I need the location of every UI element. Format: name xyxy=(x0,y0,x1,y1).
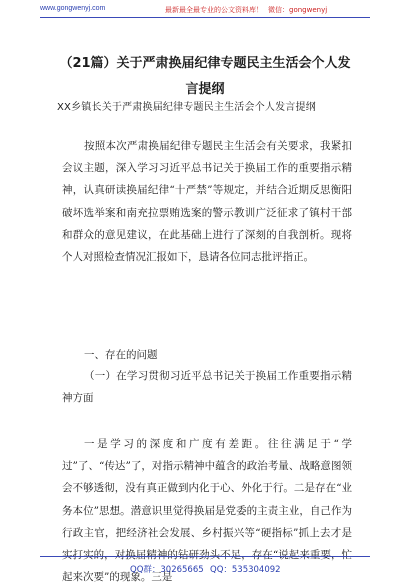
footer-qq: QQ：535304092 xyxy=(210,565,281,575)
subsection-heading: （一）在学习贯彻习近平总书记关于换届工作重要指示精神方面 xyxy=(62,370,352,405)
header-url[interactable]: www.gongwenyj.com xyxy=(40,5,106,12)
body-paragraph: 一是学习的深度和广度有差距。往往满足于“学过”了、“传达”了，对指示精神中蕴含的政治考量、战略意图领会不够透彻，没有真正做到内化于心、外化于行。二是存在“业务本位”思想。潜意识里觉得换届是党委的主责主业，自己作为行政主官，把经济社会发展、乡村振兴等“硬指标”抓上去才是 起来次要”的现象。三是 xyxy=(62,438,352,584)
section-heading: 一、存在的问题 xyxy=(84,349,158,361)
document-title-line1: （21篇）关于严肃换届纪律专题民主生活会个人发 xyxy=(59,56,351,71)
intro-paragraph: 按照本次严肃换届纪律专题民主生活会有关要求，我紧扣会议主题，深入学习习近平总书记关于换届工作的重要指示精神，认真研读换届纪律“十严禁”等规定，并结合近期反思衡阳破坏选举案和南充拉票贿选案的警示教训广泛征求了镇村干部和群众的意见建议，在此基础上进行了深刻的自我剖析。现将个人对照检查情况汇报如下，恳请各位同志批评指正。 xyxy=(62,140,352,264)
page-header xyxy=(0,0,408,24)
header-wechat: 微信：gongwenyj xyxy=(268,6,328,14)
document-title-line2: 言提纲 xyxy=(185,82,225,97)
footer-divider xyxy=(40,556,370,557)
header-divider xyxy=(40,17,370,18)
document-subtitle: XX乡镇长关于严肃换届纪律专题民主生活会个人发言提纲 xyxy=(57,102,316,113)
page-footer xyxy=(0,556,408,580)
footer-qq-group: QQ群：30265665 xyxy=(130,565,204,575)
header-tagline: 最新最全最专业的公文资料库！ xyxy=(165,6,263,14)
